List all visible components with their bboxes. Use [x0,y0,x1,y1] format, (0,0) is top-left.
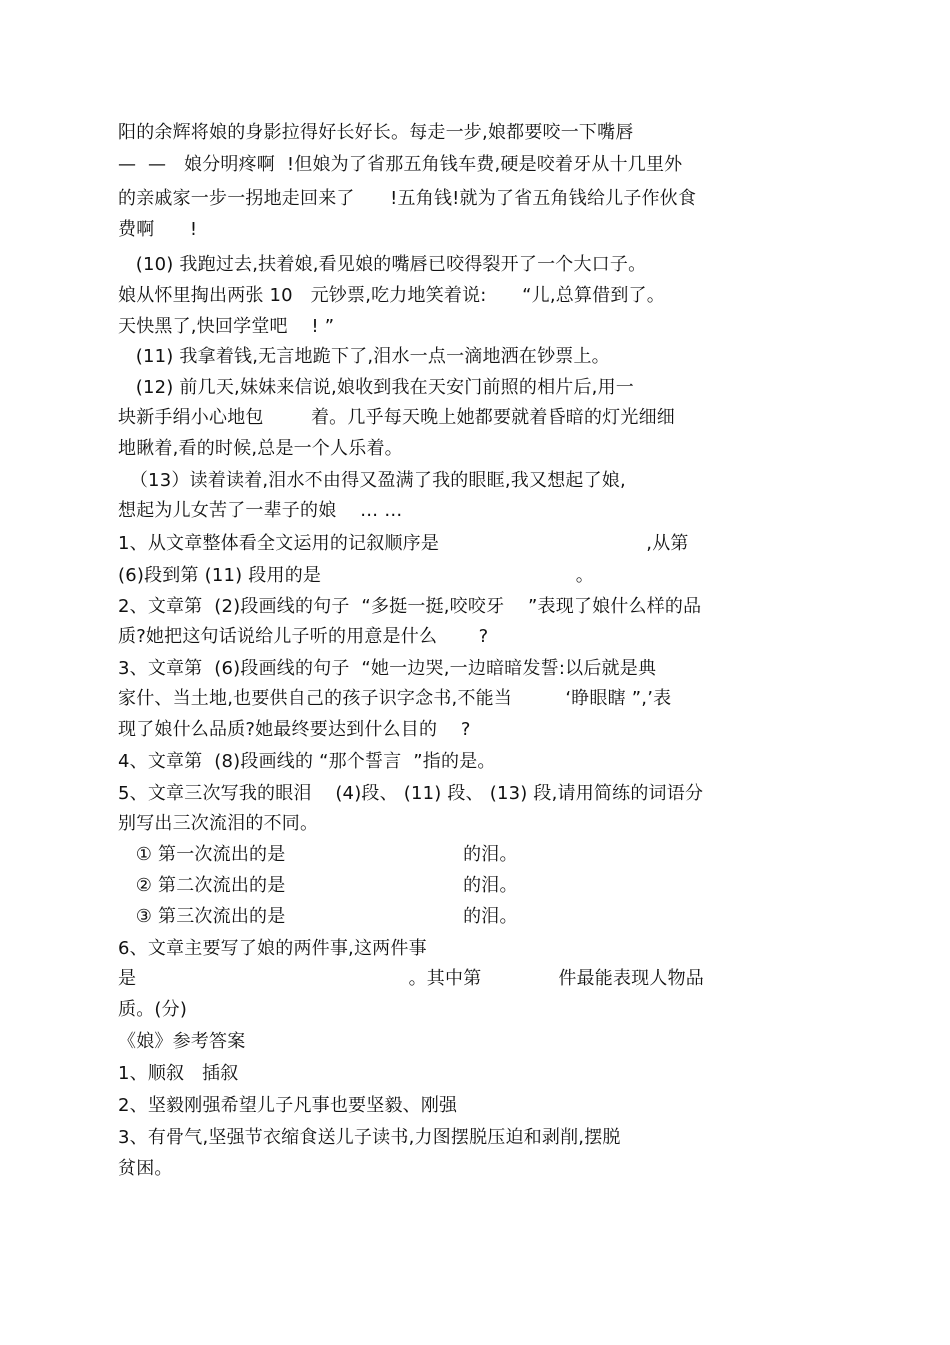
text-line: (10) 我跑过去,扶着娘,看见娘的嘴唇已咬得裂开了一个大口子。 [118,254,647,275]
text-line: (11) 我拿着钱,无言地跪下了,泪水一点一滴地洒在钞票上。 [118,346,610,367]
question-line: 3、文章第 (6)段画线的句子 “她一边哭,一边暗暗发誓:以后就是典 [118,658,657,679]
text-line: 的亲戚家一步一拐地走回来了 !五角钱!就为了省五角钱给儿子作伙食 [118,188,697,209]
question-line: 5、文章三次写我的眼泪 (4)段、 (11) 段、 (13) 段,请用简练的词语分 [118,783,704,804]
question-line: (6)段到第 (11) 段用的是 。 [118,565,594,586]
text-line: 娘从怀里掏出两张 10 元钞票,吃力地笑着说: “儿,总算借到了。 [118,285,665,306]
question-subitem: ② 第二次流出的是 的泪。 [118,875,518,896]
question-line: 是 。其中第 件最能表现人物品 [118,968,704,989]
question-line: 别写出三次流泪的不同。 [118,813,319,834]
question-line: 现了娘什么品质?她最终要达到什么目的 ? [118,719,471,740]
question-subitem: ① 第一次流出的是 的泪。 [118,844,518,865]
question-subitem: ③ 第三次流出的是 的泪。 [118,906,518,927]
text-line: (12) 前几天,妹妹来信说,娘收到我在天安门前照的相片后,用一 [118,377,634,398]
text-line: 费啊 ! [118,219,198,240]
text-line: 天快黑了,快回学堂吧 ! ” [118,316,335,337]
question-line: 质?她把这句话说给儿子听的用意是什么 ? [118,626,489,647]
answer-line: 3、有骨气,坚强节衣缩食送儿子读书,力图摆脱压迫和剥削,摆脱 [118,1127,621,1148]
text-line: （13）读着读着,泪水不由得又盈满了我的眼眶,我又想起了娘, [118,470,626,491]
answer-line: 贫困。 [118,1158,173,1179]
answer-title: 《娘》参考答案 [118,1031,246,1052]
question-line: 6、文章主要写了娘的两件事,这两件事 [118,938,427,959]
text-line: — — 娘分明疼啊 !但娘为了省那五角钱车费,硬是咬着牙从十几里外 [118,154,683,175]
question-line: 4、文章第 (8)段画线的 “那个誓言 ”指的是。 [118,751,496,772]
answer-line: 2、坚毅刚强希望儿子凡事也要坚毅、刚强 [118,1095,458,1116]
text-line: 阳的余辉将娘的身影拉得好长好长。每走一步,娘都要咬一下嘴唇 [118,122,634,143]
question-line: 质。(分) [118,999,188,1020]
text-line: 想起为儿女苦了一辈子的娘 … … [118,500,403,521]
question-line: 1、从文章整体看全文运用的记叙顺序是 ,从第 [118,533,689,554]
text-line: 地瞅着,看的时候,总是一个人乐着。 [118,438,403,459]
answer-line: 1、顺叙 插叙 [118,1063,239,1084]
question-line: 家什、当土地,也要供自己的孩子识字念书,不能当 ‘睁眼瞎 ”,’表 [118,688,672,709]
question-line: 2、文章第 (2)段画线的句子 “多挺一挺,咬咬牙 ”表现了娘什么样的品 [118,596,702,617]
text-line: 块新手绢小心地包 着。几乎每天晚上她都要就着昏暗的灯光细细 [118,407,675,428]
